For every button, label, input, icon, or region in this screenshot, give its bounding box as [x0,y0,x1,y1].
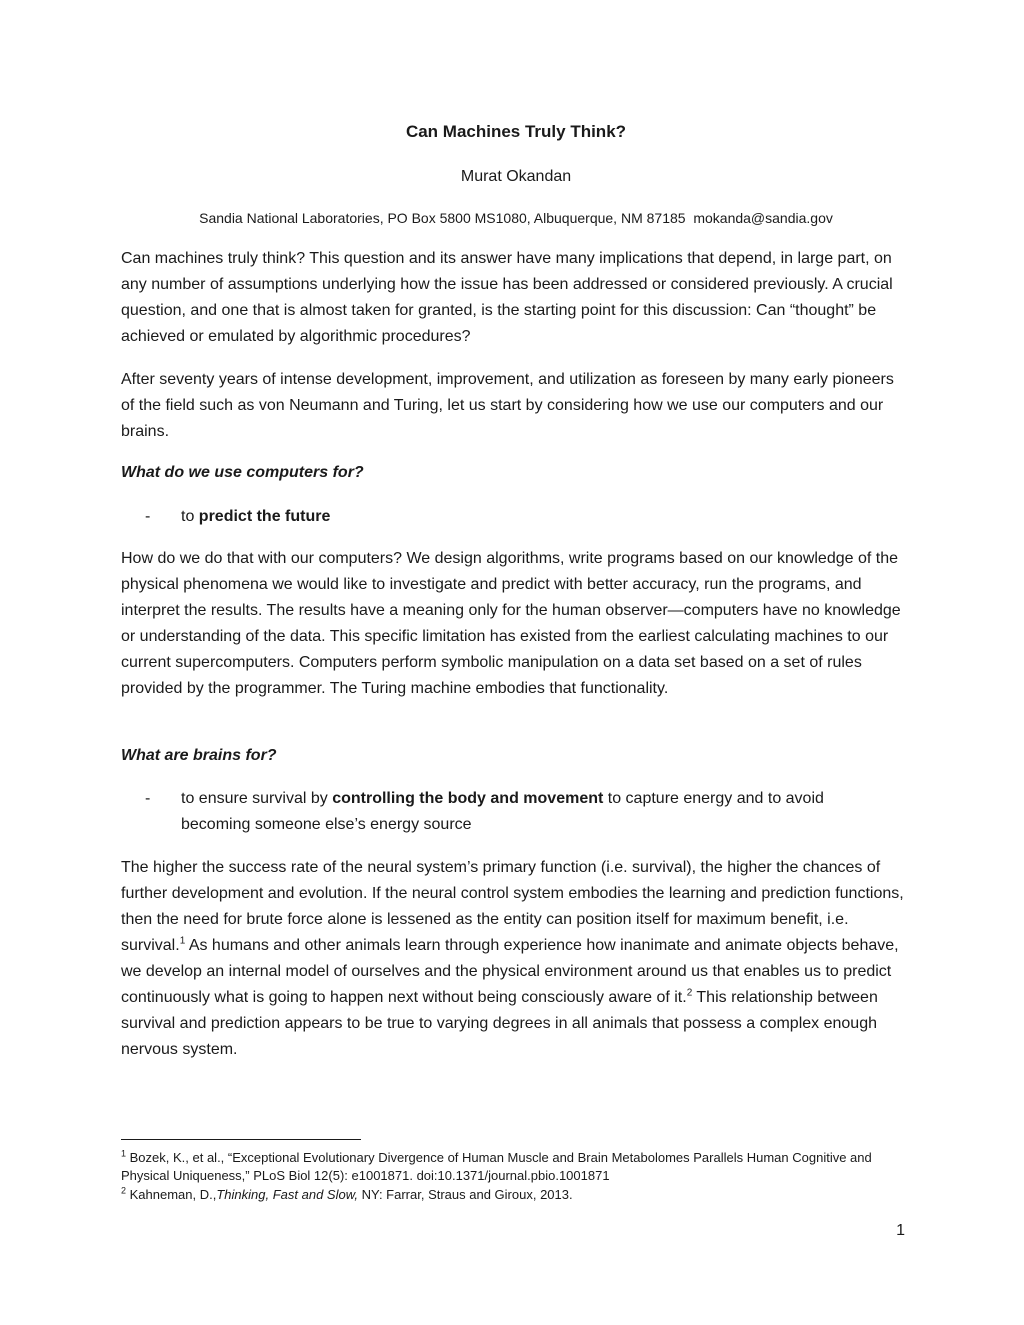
bullet-text [181,786,881,838]
bullet-text-bold: predict the future [198,508,331,525]
bullet-text [181,504,881,530]
brains-paragraph [121,855,911,1063]
footnote-2-book-title: Thinking, Fast and Slow, [216,1187,358,1202]
brains-paragraph-part2: As humans and other animals learn through experience how inanimate and animate objects behave, we develop an internal model of ourselves and the physical environment around us that enables us to predict continuously what is going to happen next without being consciously aware of it. [121,937,899,1006]
computers-paragraph: How do we do that with our computers? We design algorithms, write programs based on our knowledge of the physical phenomena we would like to investigate and predict with better accuracy, run the programs, and interpret the results. The results have a meaning only for the human observer—computers have no knowledge or understanding of the data. This specific limitation has existed from the earliest calculating machines to our current supercomputers. Computers perform symbolic manipulation on a data set based on a set of rules provided by the programmer. The Turing machine embodies that functionality. [121,550,901,697]
bullet-text-pre: to ensure survival by [181,790,333,807]
bullet-text-bold: controlling the body and movement [332,790,604,807]
footnote-1-mark: 1 [121,1148,127,1159]
affiliation-line [121,210,911,226]
context-paragraph: After seventy years of intense development, improvement, and utilization as foreseen by many early pioneers of the field such as von Neumann and Turing, let us start by considering how we use our computers and our brains. [121,371,894,440]
footnote-ref-2[interactable]: 2 [686,987,693,999]
author-name: Murat Okandan [460,168,572,185]
footnote-ref-1[interactable]: 1 [179,935,186,947]
intro-paragraph: Can machines truly think? This question and its answer have many implications that depend, in large part, on any number of assumptions underlying how the issue has been addressed or considered previously. A crucial question, and one that is almost taken for granted, is the starting point for this discussion: Can “thought” be achieved or emulated by algorithmic procedures? [121,250,893,345]
bullet-text-post: to capture energy and to avoid becoming someone else’s energy source [181,790,824,833]
footnote-2-mark: 2 [121,1185,127,1196]
bullet-dash: - [145,508,151,525]
footnote-1-text: Bozek, K., et al., “Exceptional Evolutionary Divergence of Human Muscle and Brain Metabolomes Parallels Human Cognitive and Physical Uniqueness,” PLoS Biol 12(5): e1001871. doi:10.1371/journal.pbio.1001871 [121,1150,872,1183]
footnote-2-publisher: NY: Farrar, Straus and Giroux, 2013. [358,1187,573,1202]
brains-paragraph-part1: The higher the success rate of the neural system’s primary function (i.e. survival), the higher the chances of further development and evolution. If the neural control system embodies the learning and prediction functions, then the need for brute force alone is lessened as the entity can position itself for maximum benefit, i.e. survival. [121,859,904,954]
brains-paragraph-part3: This relationship between survival and prediction appears to be true to varying degrees in all animals that possess a complex enough nervous system. [121,989,878,1058]
section-heading-brains: What are brains for? [121,747,277,764]
footnote-1 [121,1149,911,1185]
bullet-text-pre: to [181,508,199,525]
footnote-2-author: Kahneman, D., [129,1187,217,1202]
paper-title: Can Machines Truly Think? [405,122,627,141]
section-heading-computers: What do we use computers for? [121,464,364,481]
footnote-2 [121,1186,911,1204]
page-number: 1 [896,1222,905,1239]
author-email: mokanda@sandia.gov [693,210,833,226]
bullet-dash: - [145,790,151,807]
affiliation: Sandia National Laboratories, PO Box 5800 MS1080, Albuquerque, NM 87185 [199,210,686,226]
footnote-separator [121,1139,361,1140]
